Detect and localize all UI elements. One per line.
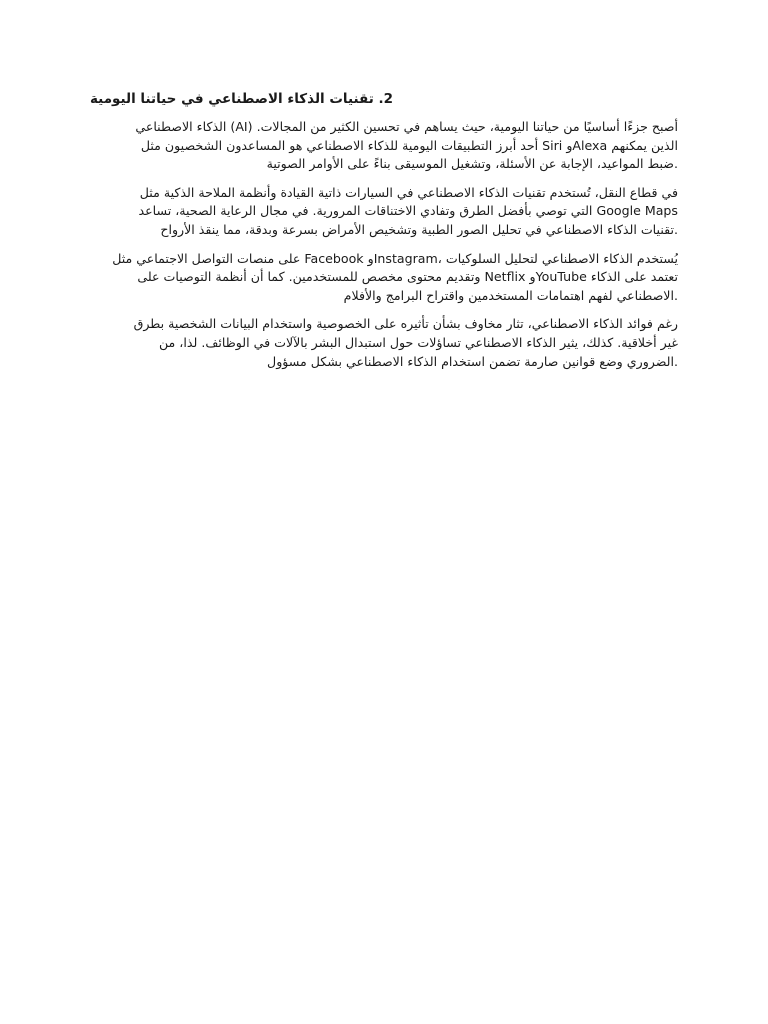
paragraph-social-media — [88, 250, 678, 306]
text-line: .الاصطناعي لفهم اهتمامات المستخدمين واقتراح البرامج والأفلام — [343, 287, 678, 303]
text-line: رغم فوائد الذكاء الاصطناعي، تثار مخاوف بشأن تأثيره على الخصوصية واستخدام البيانات الشخصية بطرق — [133, 316, 678, 332]
text-line: .تقنيات الذكاء الاصطناعي في تحليل الصور الطبية وتشخيص الأمراض بسرعة وبدقة، مما ينقذ الأرواح — [160, 221, 678, 237]
text-line: .ضبط المواعيد، الإجابة عن الأسئلة، وتشغيل الموسيقى بناءً على الأوامر الصوتية — [266, 156, 678, 172]
text-line: .الضروري وضع قوانين صارمة تضمن استخدام الذكاء الاصطناعي بشكل مسؤول — [267, 353, 678, 369]
paragraph-intro — [88, 118, 678, 174]
text-line: في قطاع النقل، تُستخدم تقنيات الذكاء الاصطناعي في السيارات ذاتية القيادة وأنظمة الملاحة الذكية مثل — [139, 184, 678, 200]
text-line: أصبح جزءًا أساسيًا من حياتنا اليومية، حيث يساهم في تحسين الكثير من المجالات. (AI) الذكاء الاصطناعي — [135, 119, 678, 134]
section-heading: 2. تقنيات الذكاء الاصطناعي في حياتنا اليومية — [90, 91, 394, 107]
document-body — [88, 88, 678, 381]
paragraph-concerns — [88, 315, 678, 371]
paragraph-transport-health — [88, 184, 678, 240]
text-line: الذين يمكنهم Alexaو Siri أحد أبرز التطبيقات اليومية للذكاء الاصطناعي هو المساعدون الشخصيون مثل — [140, 137, 678, 153]
text-line: Google Maps التي توصي بأفضل الطرق وتفادي الاختناقات المرورية. في مجال الرعاية الصحية، تساعد — [138, 203, 678, 219]
text-line: تعتمد على الذكاء YouTubeو Netflix وتقديم محتوى مخصص للمستخدمين. كما أن أنظمة التوصيات على — [137, 269, 678, 285]
text-line: يُستخدم الذكاء الاصطناعي لتحليل السلوكيات ،Instagramو Facebook على منصات التواصل الاجتماعي مثل — [112, 250, 678, 266]
text-line: غير أخلاقية. كذلك، يثير الذكاء الاصطناعي تساؤلات حول استبدال البشر بالآلات في الوظائف. لذا، من — [158, 334, 678, 350]
